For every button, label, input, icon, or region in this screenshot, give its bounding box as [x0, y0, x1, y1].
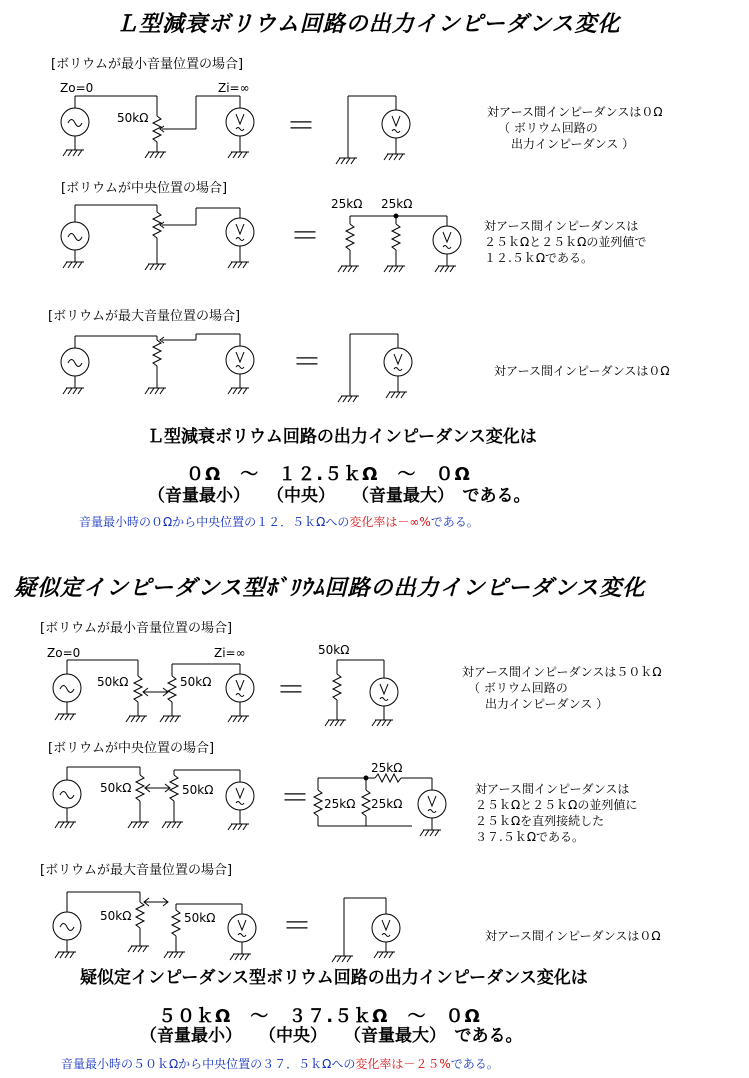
s1-min-r50k: 50kΩ [117, 111, 149, 125]
s1-rate-blue: 音量最小時の０Ωから中央位置の１２．５ｋΩへの [79, 515, 350, 529]
s2-summary-labels: （音量最小） （中央） （音量最大） である。 [140, 1026, 523, 1046]
s2-max-equals: ＝ [282, 909, 312, 944]
s2-mid-r25k-series: 25kΩ [371, 761, 403, 775]
s1-mid-circuit [61, 205, 461, 272]
s2-mid-r50k-a: 50kΩ [100, 781, 132, 795]
s2-zi-label: Zi=∞ [214, 646, 246, 660]
s1-zo-label: Zo=0 [60, 81, 94, 95]
s1-min-equals: ＝ [286, 109, 316, 144]
s2-max-r50k-b: 50kΩ [184, 911, 216, 925]
s2-mid-equals: ＝ [280, 781, 310, 816]
s2-min-r50k-b: 50kΩ [180, 675, 212, 689]
s1-min-note-2: （ ボリウム回路の [498, 121, 598, 135]
s1-rate-red: 変化率は－∞% [349, 515, 431, 529]
s2-case-min-label: [ボリウムが最小音量位置の場合] [40, 621, 233, 636]
s1-summary-title: Ｌ型減衰ボリウム回路の出力インピーダンス変化は [147, 427, 537, 447]
s1-summary-labels: （音量最小） （中央） （音量最大） である。 [148, 486, 531, 506]
s1-max-note-1: 対アース間インピーダンスは０Ω [494, 364, 670, 378]
s2-max-r50k-a: 50kΩ [100, 909, 132, 923]
s2-max-note-1: 対アース間インピーダンスは０Ω [485, 929, 661, 943]
section1-title: Ｌ型減衰ボリウム回路の出力インピーダンス変化 [116, 12, 621, 37]
s2-case-mid-label: [ボリウムが中央位置の場合] [48, 741, 215, 756]
s1-mid-r25k-a: 25kΩ [331, 197, 363, 211]
s2-min-note-3: 出力インピーダンス ） [485, 697, 609, 711]
s2-rate-red: 変化率は－２５% [355, 1057, 451, 1071]
s2-mid-note-1: 対アース間インピーダンスは [475, 782, 630, 796]
s1-mid-note-3: １２.５ｋΩである。 [484, 251, 593, 265]
s2-max-circuit [53, 892, 400, 962]
s2-rate-end: である。 [450, 1057, 499, 1071]
s1-mid-note-2: ２５ｋΩと２５ｋΩの並列値で [484, 235, 647, 249]
s1-rate-end: である。 [430, 515, 479, 529]
s1-min-note-1: 対アース間インピーダンスは０Ω [487, 105, 663, 119]
s1-max-equals: ＝ [292, 345, 322, 380]
s1-mid-equals: ＝ [290, 219, 320, 254]
s2-min-equals: ＝ [276, 673, 306, 708]
s2-rate-blue: 音量最小時の５０ｋΩから中央位置の３７．５ｋΩへの [61, 1057, 356, 1071]
s2-case-max-label: [ボリウムが最大音量位置の場合] [40, 863, 233, 878]
s2-min-circuit [53, 660, 398, 726]
s1-case-max-label: [ボリウムが最大音量位置の場合] [48, 309, 241, 324]
s1-max-circuit [61, 334, 412, 402]
s2-min-note-1: 対アース間インピーダンスは５０ｋΩ [462, 665, 662, 679]
s1-min-circuit [61, 96, 410, 164]
s1-zi-label: Zi=∞ [218, 81, 250, 95]
s1-rate-line [79, 514, 479, 530]
s2-mid-note-4: ３７.５ｋΩである。 [475, 830, 584, 844]
s1-min-note-3: 出力インピーダンス ） [511, 137, 635, 151]
s1-summary-values: ０Ω ～ １２.５ｋΩ ～ ０Ω [186, 464, 471, 485]
s2-min-r50k-a: 50kΩ [97, 675, 129, 689]
s2-summary-title: 疑似定インピーダンス型ボリウム回路の出力インピーダンス変化は [80, 968, 588, 988]
s2-mid-r25k-b: 25kΩ [371, 797, 403, 811]
s1-mid-r25k-b: 25kΩ [381, 197, 413, 211]
section2-title: 疑似定インピーダンス型ﾎﾞﾘｳﾑ回路の出力インピーダンス変化 [14, 576, 646, 601]
s1-case-mid-label: [ボリウムが中央位置の場合] [61, 181, 228, 196]
s2-min-note-2: （ ボリウム回路の [468, 681, 568, 695]
s2-rate-line [61, 1056, 499, 1072]
s2-mid-r25k-a: 25kΩ [324, 797, 356, 811]
s2-mid-note-3: ２５ｋΩを直列接続した [475, 814, 605, 828]
s2-mid-note-2: ２５ｋΩと２５ｋΩの並列値に [475, 798, 638, 812]
s2-mid-r50k-b: 50kΩ [182, 783, 214, 797]
s2-summary-values: ５０ｋΩ ～ ３７.５ｋΩ ～ ０Ω [158, 1006, 481, 1027]
s2-min-r50k-eq: 50kΩ [318, 643, 350, 657]
s1-mid-note-1: 対アース間インピーダンスは [484, 219, 639, 233]
s1-case-min-label: [ボリウムが最小音量位置の場合] [51, 57, 244, 72]
s2-zo-label: Zo=0 [47, 646, 81, 660]
